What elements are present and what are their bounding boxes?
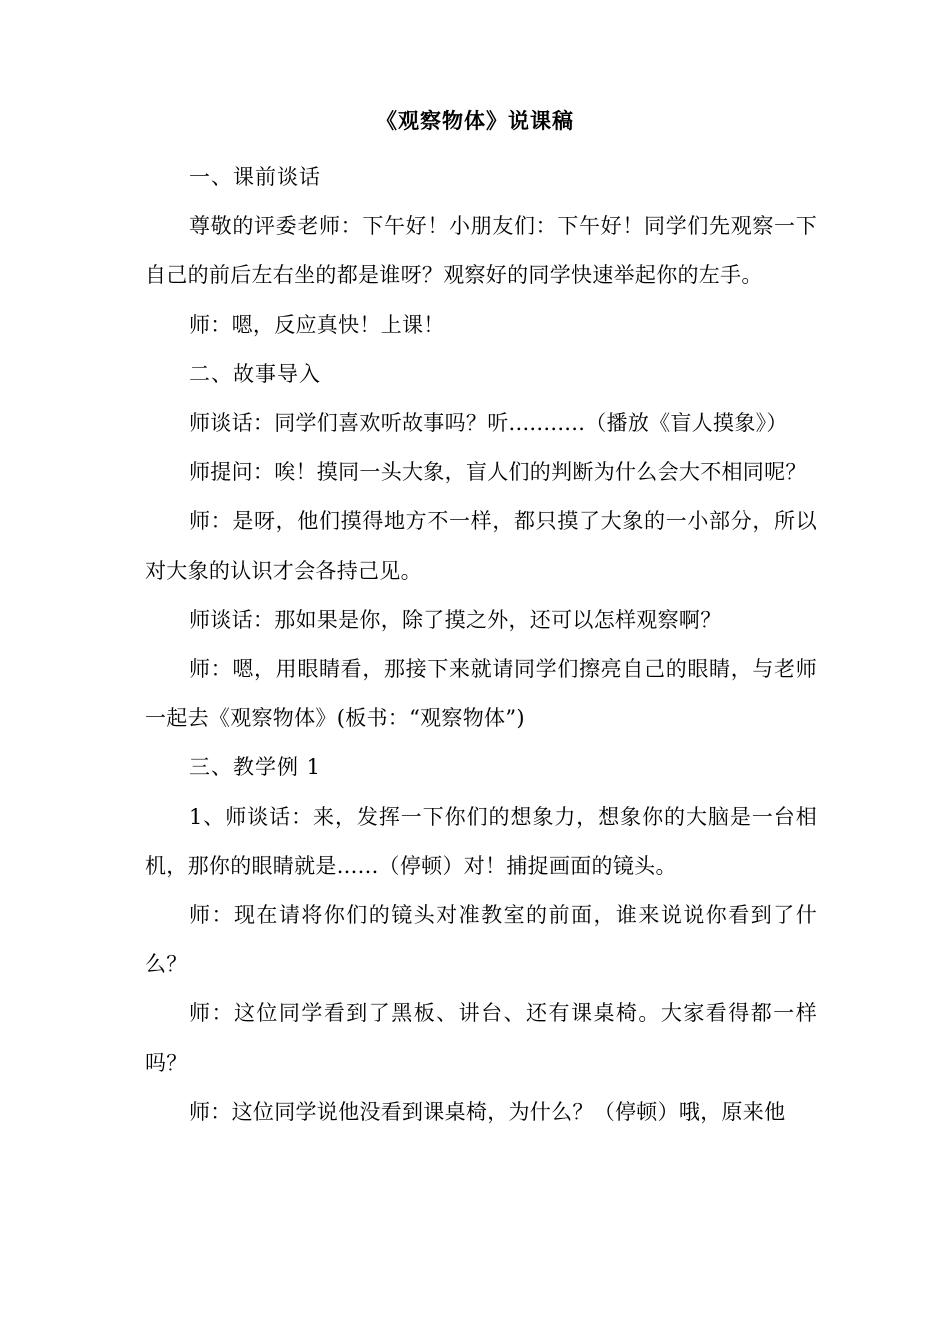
document-title: 《观察物体》说课稿 bbox=[376, 108, 574, 133]
paragraph: 师：是呀，他们摸得地方不一样，都只摸了大象的一小部分，所以对大象的认识才会各持己见。 bbox=[145, 509, 817, 583]
paragraph: 师：现在请将你们的镜头对准教室的前面，谁来说说你看到了什么？ bbox=[145, 903, 817, 977]
paragraph: 尊敬的评委老师：下午好！小朋友们：下午好！同学们先观察一下自己的前后左右坐的都是谁呀？观察好的同学快速举起你的左手。 bbox=[145, 214, 817, 288]
paragraph: 师：这位同学看到了黑板、讲台、还有课桌椅。大家看得都一样吗？ bbox=[145, 1001, 817, 1075]
paragraph: 师谈话：同学们喜欢听故事吗？听...........（播放《盲人摸象》） bbox=[189, 411, 788, 436]
paragraph: 师：嗯，反应真快！上课！ bbox=[189, 312, 445, 337]
paragraph: 师：嗯，用眼睛看，那接下来就请同学们擦亮自己的眼睛，与老师一起去《观察物体》(板书：“观察物体”) bbox=[145, 657, 817, 731]
document-body bbox=[145, 153, 817, 1137]
paragraph: 1、师谈话：来，发挥一下你们的想象力，想象你的大脑是一台相机，那你的眼睛就是......（停顿）对！捕捉画面的镜头。 bbox=[145, 804, 817, 878]
paragraph: 师谈话：那如果是你，除了摸之外，还可以怎样观察啊？ bbox=[189, 607, 722, 632]
section-heading: 一、课前谈话 bbox=[189, 165, 321, 189]
paragraph: 师：这位同学说他没看到课桌椅，为什么？（停顿）哦，原来他 bbox=[189, 1099, 786, 1124]
section-heading: 三、教学例 1 bbox=[189, 755, 322, 780]
paragraph: 师提问：唉！摸同一头大象，盲人们的判断为什么会大不相同呢？ bbox=[189, 460, 807, 485]
section-heading: 二、故事导入 bbox=[189, 361, 321, 386]
